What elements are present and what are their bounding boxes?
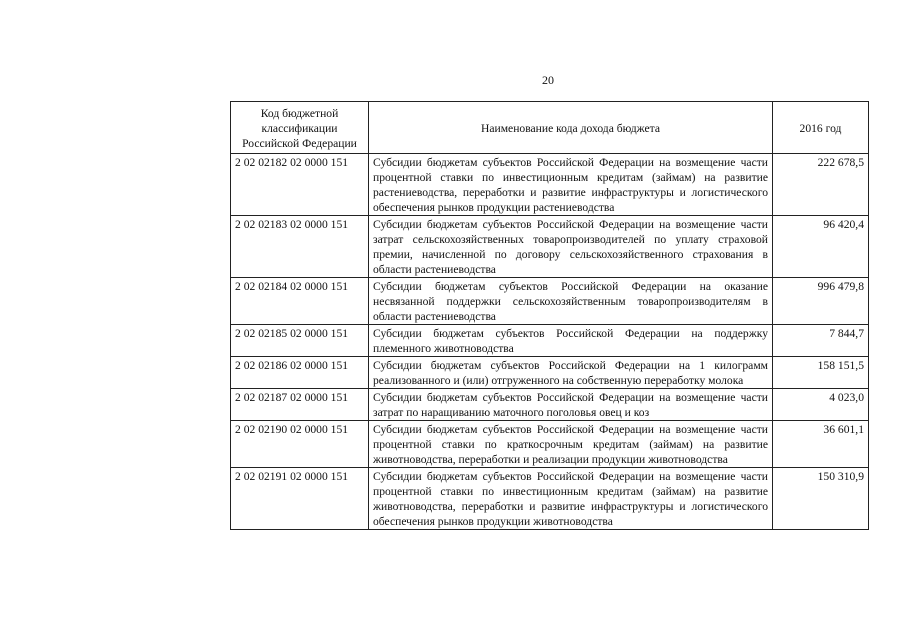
row-code: 2 02 02191 02 0000 151 — [231, 468, 369, 530]
page-number: 20 — [542, 73, 554, 87]
row-code: 2 02 02187 02 0000 151 — [231, 389, 369, 421]
row-name: Субсидии бюджетам субъектов Российской Федерации на оказание несвязанной поддержки сельскохозяйственным товаропроизводителям в области растениеводства — [369, 278, 773, 325]
row-amount: 158 151,5 — [773, 357, 869, 389]
row-name: Субсидии бюджетам субъектов Российской Федерации на возмещение части процентной ставки по краткосрочным кредитам (займам) на развитие животноводства, переработки и реализации продукции животноводства — [369, 421, 773, 468]
row-code: 2 02 02182 02 0000 151 — [231, 154, 369, 216]
row-code: 2 02 02183 02 0000 151 — [231, 216, 369, 278]
row-code: 2 02 02190 02 0000 151 — [231, 421, 369, 468]
row-code: 2 02 02184 02 0000 151 — [231, 278, 369, 325]
header-code: Код бюджетной классификации Российской Федерации — [231, 102, 369, 154]
table-row — [231, 278, 869, 325]
row-amount: 7 844,7 — [773, 325, 869, 357]
table-row — [231, 325, 869, 357]
table-row — [231, 421, 869, 468]
table-row — [231, 468, 869, 530]
row-name: Субсидии бюджетам субъектов Российской Федерации на возмещение части процентной ставки по инвестиционным кредитам (займам) на развитие растениеводства, переработки и развитие инфраструктуры и логистического обеспечения рынков продукции растениеводства — [369, 154, 773, 216]
row-amount: 222 678,5 — [773, 154, 869, 216]
table-header-row — [231, 102, 869, 154]
table-row — [231, 357, 869, 389]
header-year: 2016 год — [773, 102, 869, 154]
table-row — [231, 216, 869, 278]
header-name: Наименование кода дохода бюджета — [369, 102, 773, 154]
budget-table — [230, 101, 869, 530]
row-amount: 36 601,1 — [773, 421, 869, 468]
row-name: Субсидии бюджетам субъектов Российской Федерации на возмещение части затрат сельскохозяйственных товаропроизводителей по уплату страховой премии, начисленной по договору сельскохозяйственного страхования в области растениеводства — [369, 216, 773, 278]
row-amount: 996 479,8 — [773, 278, 869, 325]
table-row — [231, 389, 869, 421]
row-amount: 96 420,4 — [773, 216, 869, 278]
row-amount: 4 023,0 — [773, 389, 869, 421]
row-name: Субсидии бюджетам субъектов Российской Федерации на поддержку племенного животноводства — [369, 325, 773, 357]
row-name: Субсидии бюджетам субъектов Российской Федерации на возмещение части затрат по наращиванию маточного поголовья овец и коз — [369, 389, 773, 421]
row-code: 2 02 02186 02 0000 151 — [231, 357, 369, 389]
row-name: Субсидии бюджетам субъектов Российской Федерации на возмещение части процентной ставки по инвестиционным кредитам (займам) на развитие животноводства, переработки и развитие инфраструктуры и логистического обеспечения рынков продукции животноводства — [369, 468, 773, 530]
row-code: 2 02 02185 02 0000 151 — [231, 325, 369, 357]
row-amount: 150 310,9 — [773, 468, 869, 530]
row-name: Субсидии бюджетам субъектов Российской Федерации на 1 килограмм реализованного и (или) отгруженного на собственную переработку молока — [369, 357, 773, 389]
table-row — [231, 154, 869, 216]
